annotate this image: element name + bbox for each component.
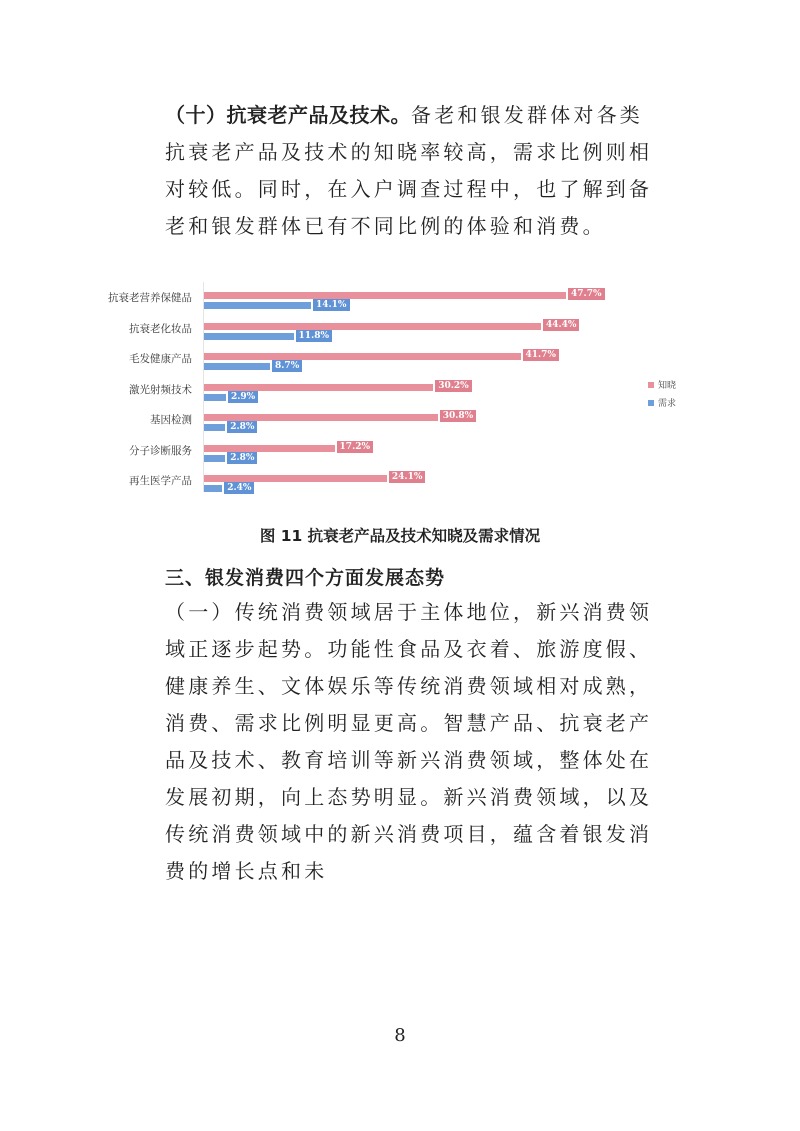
category-label: 毛发健康产品 xyxy=(129,353,192,365)
chart-row xyxy=(100,345,720,373)
data-label-demand: 2.4% xyxy=(224,482,254,494)
data-label-aware: 47.7% xyxy=(568,288,604,300)
category-label: 激光射频技术 xyxy=(129,383,192,396)
bar-aware xyxy=(204,414,438,421)
category-label: 再生医学产品 xyxy=(129,475,192,487)
chart-row xyxy=(100,284,720,312)
category-label: 抗衰老营养保健品 xyxy=(108,292,192,304)
data-label-aware: 24.1% xyxy=(389,471,425,483)
bar-aware xyxy=(204,384,433,391)
data-label-demand: 2.8% xyxy=(227,452,257,464)
legend-swatch-aware xyxy=(648,382,654,388)
paragraph-lead: （一）传统消费领域居于主体地位，新兴消费领域正逐步起势。 xyxy=(165,600,653,661)
category-label: 分子诊断服务 xyxy=(129,444,192,457)
bar-demand xyxy=(204,333,294,340)
bar-demand xyxy=(204,394,226,401)
data-label-demand: 14.1% xyxy=(313,299,349,311)
bar-demand xyxy=(204,363,270,370)
bar-aware xyxy=(204,292,566,299)
data-label-demand: 2.9% xyxy=(228,391,258,403)
category-label: 基因检测 xyxy=(150,414,192,426)
data-label-aware: 17.2% xyxy=(337,441,373,453)
chart-legend xyxy=(648,378,676,414)
section-heading: 三、银发消费四个方面发展态势 xyxy=(165,567,446,589)
paragraph-lead: （十）抗衰老产品及技术。 xyxy=(165,103,411,127)
figure-caption: 图 11 抗衰老产品及技术知晓及需求情况 xyxy=(259,527,541,545)
bar-aware xyxy=(204,445,335,452)
bar-demand xyxy=(204,302,311,309)
data-label-demand: 2.8% xyxy=(227,421,257,433)
data-label-aware: 30.2% xyxy=(435,380,471,392)
legend-swatch-demand xyxy=(648,400,654,406)
category-label: 抗衰老化妆品 xyxy=(129,322,192,335)
bar-aware xyxy=(204,475,387,482)
data-label-aware: 44.4% xyxy=(543,319,579,331)
chart-row xyxy=(100,437,720,465)
paragraph-consumption-trend xyxy=(165,594,655,890)
paragraph-body: 功能性食品及衣着、旅游度假、健康养生、文体娱乐等传统消费领域相对成熟，消费、需求比例明显更高。智慧产品、抗衰老产品及技术、教育培训等新兴消费领域，整体处在发展初期，向上态势明显。新兴消费领域，以及传统消费领域中的新兴消费项目，蕴含着银发消费的增长点和未 xyxy=(165,637,653,883)
data-label-demand: 11.8% xyxy=(296,330,332,342)
paragraph-body: 备老和银发群体对各类抗衰老产品及技术的知晓率较高，需求比例则相对较低。同时，在入户调查过程中，也了解到备老和银发群体已有不同比例的体验和消费。 xyxy=(165,103,653,238)
legend-label-demand: 需求 xyxy=(658,399,677,409)
bar-demand xyxy=(204,455,225,462)
chart-row xyxy=(100,467,720,495)
chart-row xyxy=(100,315,720,343)
legend-item-demand xyxy=(648,396,676,409)
data-label-demand: 8.7% xyxy=(272,360,302,372)
legend-label-aware: 知晓 xyxy=(658,381,677,391)
chart-row xyxy=(100,406,720,434)
bar-demand xyxy=(204,485,222,492)
page-number: 8 xyxy=(394,1025,406,1046)
data-label-aware: 41.7% xyxy=(523,349,559,361)
bar-chart xyxy=(100,280,720,495)
bar-aware xyxy=(204,323,541,330)
bar-demand xyxy=(204,424,225,431)
data-label-aware: 30.8% xyxy=(440,410,476,422)
chart-row xyxy=(100,376,720,404)
bar-aware xyxy=(204,353,521,360)
paragraph-anti-aging xyxy=(165,97,655,245)
legend-item-aware xyxy=(648,378,676,391)
